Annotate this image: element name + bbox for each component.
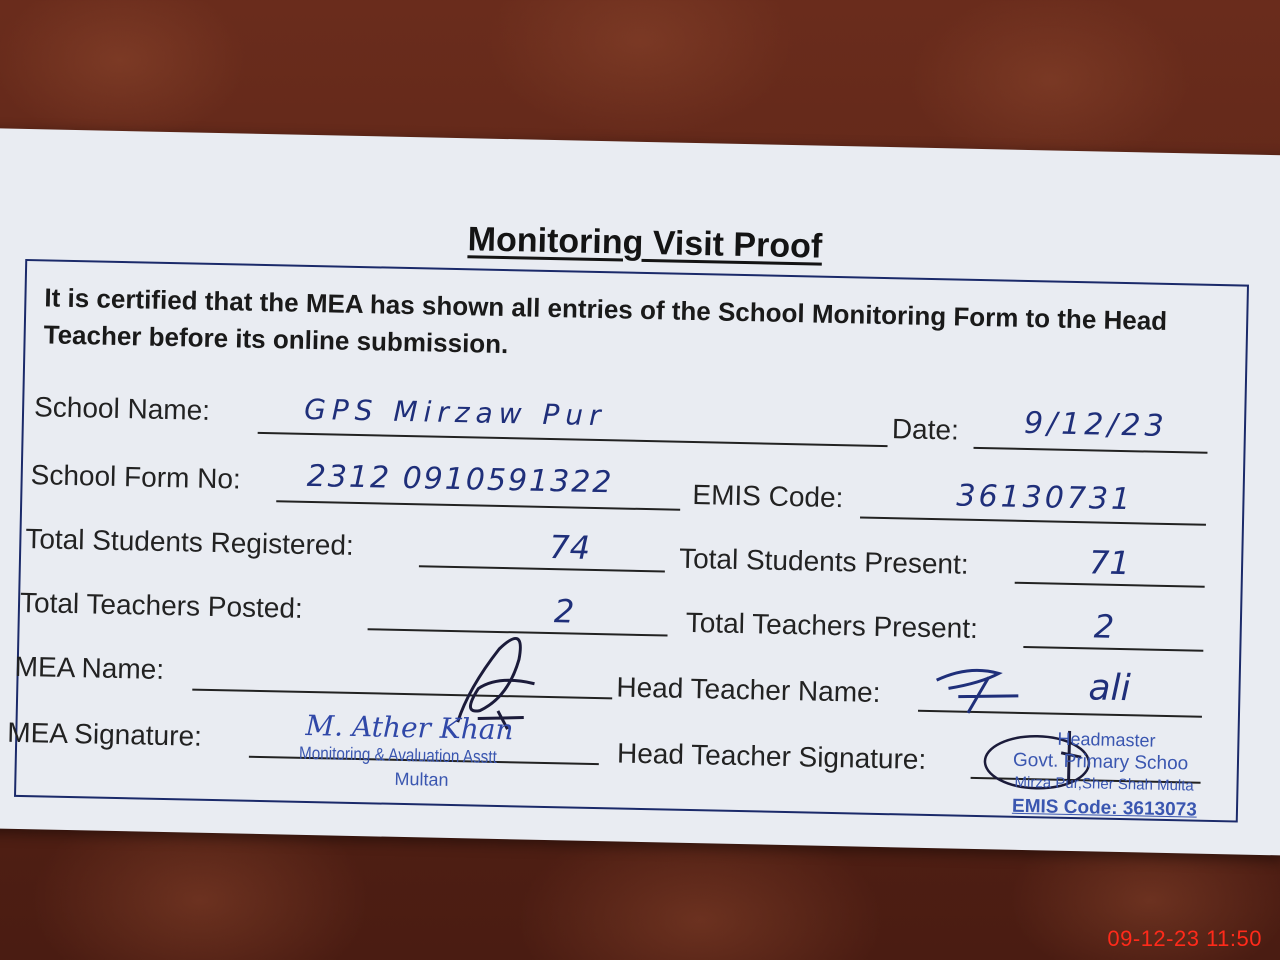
school-name-value: GPS Mirzaw Pur: [303, 392, 607, 433]
head-stamp-address: Mirza Pur,Sher Shah Multa: [1014, 773, 1194, 795]
date-value: 9/12/23: [1023, 405, 1169, 444]
teachers-posted-value: 2: [553, 592, 575, 631]
photo-timestamp: 09-12-23 11:50: [1107, 926, 1262, 951]
emis-code-label: EMIS Code:: [692, 479, 844, 514]
teachers-present-value: 2: [1093, 607, 1115, 646]
monitoring-form-card: [0, 128, 1280, 855]
mea-stamp-name: M. Ather Khan: [305, 708, 514, 747]
head-stamp-school: Govt. Primary Schoo: [1012, 749, 1189, 775]
mea-stamp-role: Monitoring & Avaluation Asstt: [298, 742, 498, 767]
students-registered-value: 74: [548, 528, 591, 567]
teachers-present-label: Total Teachers Present:: [685, 606, 979, 645]
form-title: Monitoring Visit Proof: [467, 220, 823, 266]
school-name-label: School Name:: [33, 391, 211, 426]
head-teacher-signature-label: Head Teacher Signature:: [616, 737, 927, 775]
head-teacher-name-value: ali: [1088, 667, 1132, 710]
mea-signature-label: MEA Signature:: [7, 716, 203, 752]
school-form-no-label: School Form No:: [30, 459, 242, 495]
mea-stamp-city: Multan: [394, 768, 449, 790]
school-form-no-value: 2312 0910591322: [306, 458, 614, 501]
date-label: Date:: [891, 413, 960, 446]
emis-code-value: 36130731: [956, 478, 1134, 518]
students-present-value: 71: [1088, 543, 1131, 583]
head-teacher-name-label: Head Teacher Name:: [616, 671, 881, 708]
mea-name-label: MEA Name:: [14, 650, 165, 685]
head-stamp-emis: EMIS Code: 3613073: [1011, 795, 1198, 821]
students-registered-label: Total Students Registered:: [25, 523, 355, 561]
certification-statement: It is certified that the MEA has shown all entries of the School Monitoring Form to the Head Teacher before its online submission.: [43, 282, 1168, 360]
head-stamp-title: Headmaster: [1057, 728, 1156, 751]
teachers-posted-label: Total Teachers Posted:: [19, 586, 304, 624]
head-teacher-name-scribble: [928, 658, 1069, 721]
students-present-label: Total Students Present:: [678, 542, 969, 580]
